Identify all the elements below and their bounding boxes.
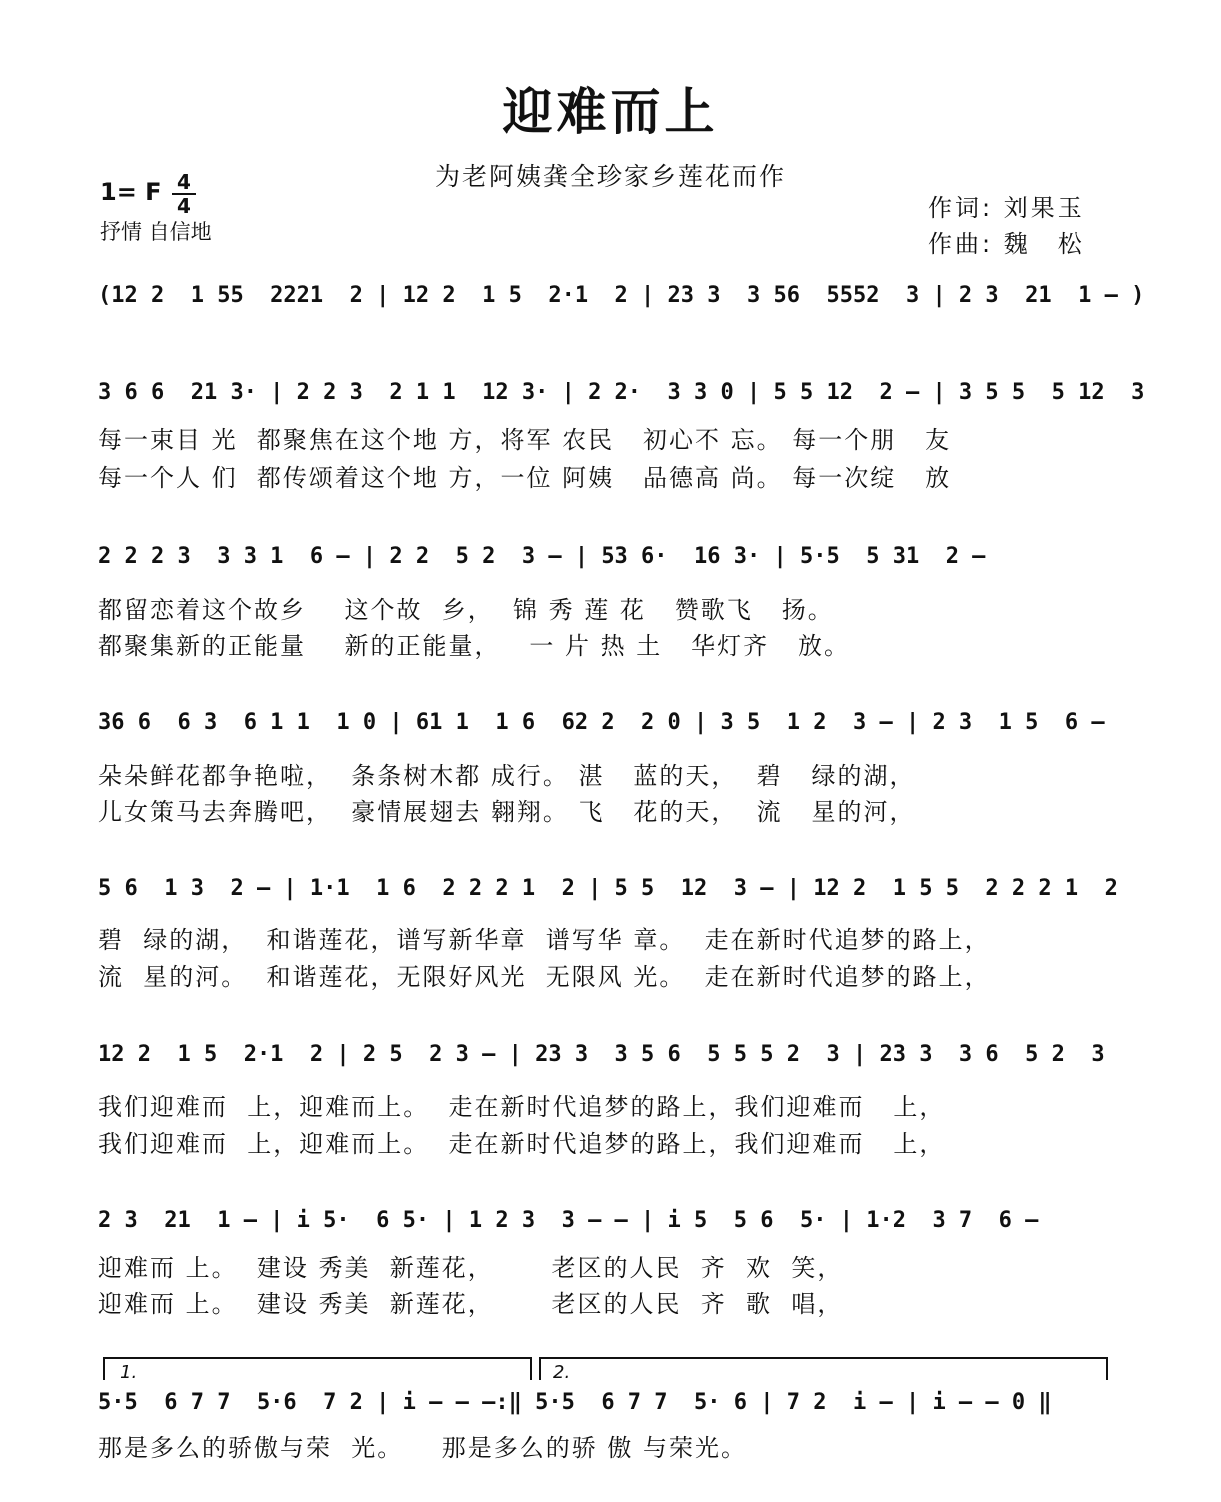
score-row-1-lyric-1: 每一束目 光 都聚焦在这个地 方，将军 农民 初心不 忘。 每一个朋 友	[98, 426, 952, 454]
score-row-3-lyric-2: 儿女策马去奔腾吧， 豪情展翅去 翱翔。 飞 花的天， 流 星的河，	[98, 798, 916, 826]
score-row-4-lyric-1: 碧 绿的湖， 和谐莲花，谱写新华章 谱写华 章。 走在新时代追梦的路上，	[98, 926, 991, 954]
score-row-4-lyric-2: 流 星的河。 和谐莲花，无限好风光 无限风 光。 走在新时代追梦的路上，	[98, 963, 991, 991]
volta-1-label: 1.	[120, 1362, 138, 1383]
score-row-2-lyric-1: 都留恋着这个故乡 这个故 乡， 锦 秀 莲 花 赞歌飞 扬。	[98, 596, 834, 624]
score-row-4-notes: 5 6 1 3 2 – | 1·1 1 6 2 2 2 1 2 | 5 5 12 3 – | 12 2 1 5 5 2 2 2 1 2	[98, 876, 1118, 901]
score-row-7-notes: 5·5 6 7 7 5·6 7 2 | i – – –:‖ 5·5 6 7 7 5· 6 | 7 2 i – | i – – 0 ‖	[98, 1390, 1052, 1415]
score-row-3-lyric-1: 朵朵鲜花都争艳啦， 条条树木都 成行。 湛 蓝的天， 碧 绿的湖，	[98, 762, 916, 790]
score-row-6-lyric-2: 迎难而 上。 建设 秀美 新莲花， 老区的人民 齐 歌 唱，	[98, 1290, 844, 1318]
score-row-0-notes: (12 2 1 55 2221 2 | 12 2 1 5 2·1 2 | 23 3 3 56 5552 3 | 2 3 21 1 – )	[98, 283, 1145, 308]
tempo-marking: 抒情 自信地	[100, 220, 212, 244]
song-subtitle: 为老阿姨龚全珍家乡莲花而作	[434, 162, 786, 191]
score-row-2-notes: 2 2 2 3 3 3 1 6 – | 2 2 5 2 3 – | 53 6· 16 3· | 5·5 5 31 2 –	[98, 544, 986, 569]
score-row-7-lyric-1: 那是多么的骄傲与荣 光。 那是多么的骄 傲 与荣光。	[98, 1434, 748, 1462]
score-row-5-lyric-2: 我们迎难而 上，迎难而上。 走在新时代追梦的路上，我们迎难而 上，	[98, 1130, 946, 1158]
score-row-3-notes: 36 6 6 3 6 1 1 1 0 | 61 1 1 6 62 2 2 0 | 3 5 1 2 3 – | 2 3 1 5 6 –	[98, 710, 1105, 735]
time-signature-top: 4	[177, 170, 191, 194]
volta-2-label: 2.	[553, 1362, 571, 1383]
score-row-5-lyric-1: 我们迎难而 上，迎难而上。 走在新时代追梦的路上，我们迎难而 上，	[98, 1093, 946, 1121]
score-row-6-notes: 2 3 21 1 – | i 5· 6 5· | 1 2 3 3 – – | i 5 5 6 5· | 1·2 3 7 6 –	[98, 1208, 1039, 1233]
score-row-1-notes: 3 6 6 21 3· | 2 2 3 2 1 1 12 3· | 2 2· 3 3 0 | 5 5 12 2 – | 3 5 5 5 12 3	[98, 380, 1145, 405]
score-row-6-lyric-1: 迎难而 上。 建设 秀美 新莲花， 老区的人民 齐 欢 笑，	[98, 1254, 844, 1282]
time-signature-bottom: 4	[177, 194, 191, 218]
song-title: 迎难而上	[502, 82, 719, 141]
key-signature: 1= F	[100, 178, 162, 206]
score-row-5-notes: 12 2 1 5 2·1 2 | 2 5 2 3 – | 23 3 3 5 6 5 5 5 2 3 | 23 3 3 6 5 2 3	[98, 1042, 1105, 1067]
composer-credit: 作曲: 魏 松	[928, 230, 1085, 258]
score-row-2-lyric-2: 都聚集新的正能量 新的正能量， 一 片 热 土 华灯齐 放。	[98, 632, 851, 660]
lyricist-credit: 作词: 刘果玉	[928, 194, 1085, 222]
score-row-1-lyric-2: 每一个人 们 都传颂着这个地 方，一位 阿姨 品德高 尚。 每一次绽 放	[98, 464, 952, 492]
